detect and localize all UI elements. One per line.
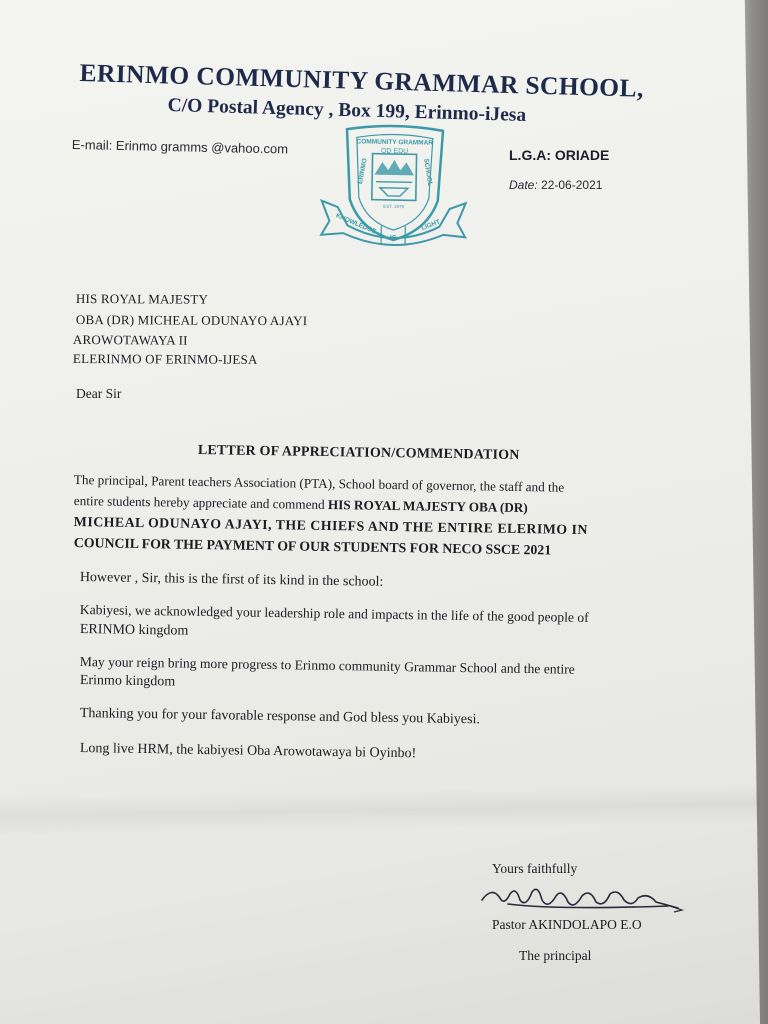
body-p1-line4: COUNCIL FOR THE PAYMENT OF OUR STUDENTS FOR NECO SSCE 2021 [73, 535, 552, 558]
crest-ribbon-left: KNOWLEDGE [334, 212, 378, 236]
crest-right-text: SCHOOL [422, 158, 434, 187]
letter-subject: LETTER OF APPRECIATION/COMMENDATION [197, 443, 520, 464]
body-p4-line2: Erinmo kingdom [79, 673, 176, 690]
body-p1-line2-bold: HIS ROYAL MAJESTY OBA (DR) [327, 496, 528, 516]
crest-inner-text: OD EDU [380, 147, 409, 156]
school-name: ERINMO COMMUNITY GRAMMAR SCHOOL, [79, 58, 645, 103]
body-p4-line1: May your reign bring more progress to Erinmo community Grammar School and the entire [79, 654, 575, 677]
recipient-line-1: HIS ROYAL MAJESTY [75, 291, 209, 307]
school-crest-logo [317, 121, 471, 256]
crest-est-text: EST. 1979 [383, 203, 405, 210]
body-p5: Thanking you for your favorable response and God bless you Kabiyesi. [79, 706, 481, 728]
crest-ribbon-center: IS [389, 234, 397, 243]
date-label: Date: [509, 178, 538, 192]
signatory-title: The principal [519, 948, 592, 963]
body-p2: However , Sir, this is the first of its kind in the school: [79, 570, 384, 590]
body-p1-line2-normal: entire students hereby appreciate and commend [73, 493, 329, 512]
signatory-name: Pastor AKINDOLAPO E.O [492, 917, 642, 932]
crest-top-text: COMMUNITY GRAMMAR [356, 138, 434, 147]
principal-signature [478, 880, 693, 920]
body-p1-line3: MICHEAL ODUNAYO AJAYI, THE CHIEFS AND THE ENTIRE ELERIMO IN [73, 514, 588, 538]
body-p3-line1: Kabiyesi, we acknowledged your leadership role and impacts in the life of the good people of [79, 602, 589, 625]
body-p3-line2: ERINMO kingdom [79, 622, 189, 639]
body-p6: Long live HRM, the kabiyesi Oba Arowotawaya bi Oyinbo! [79, 741, 417, 762]
crest-ribbon-right: LIGHT [420, 218, 442, 233]
lga-label: L.G.A: ORIADE [509, 147, 610, 163]
crest-left-text: ERINMO [356, 157, 369, 185]
school-address: C/O Postal Agency , Box 199, Erinmo-iJesa [167, 95, 527, 127]
school-email: E-mail: Erinmo gramms @vahoo.com [71, 137, 289, 157]
valediction: Yours faithfully [492, 861, 578, 876]
recipient-line-2: OBA (DR) MICHEAL ODUNAYO AJAYI [75, 312, 308, 329]
body-p1-line1: The principal, Parent teachers Association (PTA), School board of governor, the staff and the [73, 472, 565, 495]
recipient-line-3: AROWOTAWAYA II [72, 332, 188, 348]
recipient-line-4: ELERINMO OF ERINMO-IJESA [72, 351, 258, 367]
letter-date [509, 178, 602, 192]
salutation: Dear Sir [76, 386, 122, 401]
date-value: 22-06-2021 [541, 178, 603, 192]
